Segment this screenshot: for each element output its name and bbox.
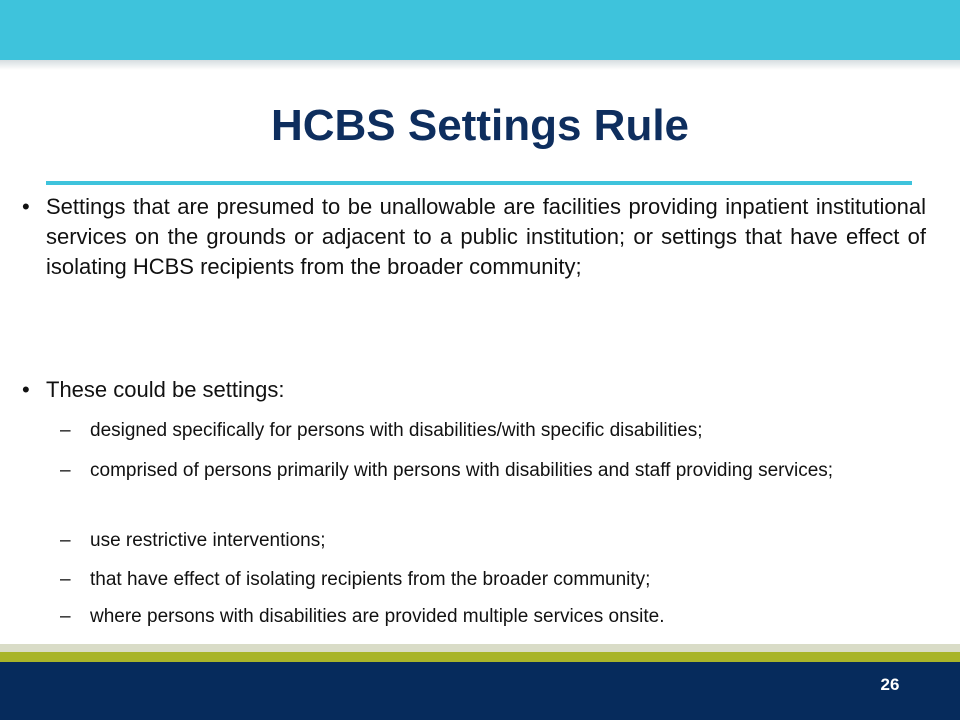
footer-light-stripe xyxy=(0,644,960,652)
bullet-text: Settings that are presumed to be unallowable are facilities providing inpatient institutional services on the grounds or adjacent to a public institution; or settings that have effect of isolating HCBS recipients from the broader community; xyxy=(46,194,926,279)
bullet-marker: • xyxy=(22,377,30,402)
dash-marker: – xyxy=(60,606,71,627)
page-number: 26 xyxy=(880,675,900,694)
sub-bullet-text: comprised of persons primarily with persons with disabilities and staff providing services; xyxy=(90,460,834,481)
dash-marker: – xyxy=(60,530,71,551)
bullet-text: These could be settings: xyxy=(46,377,285,402)
sub-bullet-item xyxy=(0,528,960,556)
bullet-marker: • xyxy=(22,194,30,219)
sub-bullet-text: use restrictive interventions; xyxy=(90,530,326,551)
sub-bullet-item xyxy=(0,567,960,595)
header-shadow xyxy=(0,60,960,70)
title-underline xyxy=(46,181,912,185)
bullet-item xyxy=(0,375,960,407)
sub-bullet-text: where persons with disabilities are provided multiple services onsite. xyxy=(90,606,665,627)
sub-bullet-item xyxy=(0,418,960,446)
sub-bullet-text: designed specifically for persons with disabilities/with specific disabilities; xyxy=(90,420,703,441)
sub-bullet-text: that have effect of isolating recipients from the broader community; xyxy=(90,569,651,590)
dash-marker: – xyxy=(60,569,71,590)
dash-marker: – xyxy=(60,460,71,481)
dash-marker: – xyxy=(60,420,71,441)
footer-band xyxy=(0,662,960,720)
bullet-item xyxy=(0,192,960,332)
sub-bullet-item xyxy=(0,458,960,514)
footer-accent-stripe xyxy=(0,652,960,662)
sub-bullet-item xyxy=(0,604,960,632)
top-header-band xyxy=(0,0,960,60)
slide-title: HCBS Settings Rule xyxy=(270,101,690,150)
